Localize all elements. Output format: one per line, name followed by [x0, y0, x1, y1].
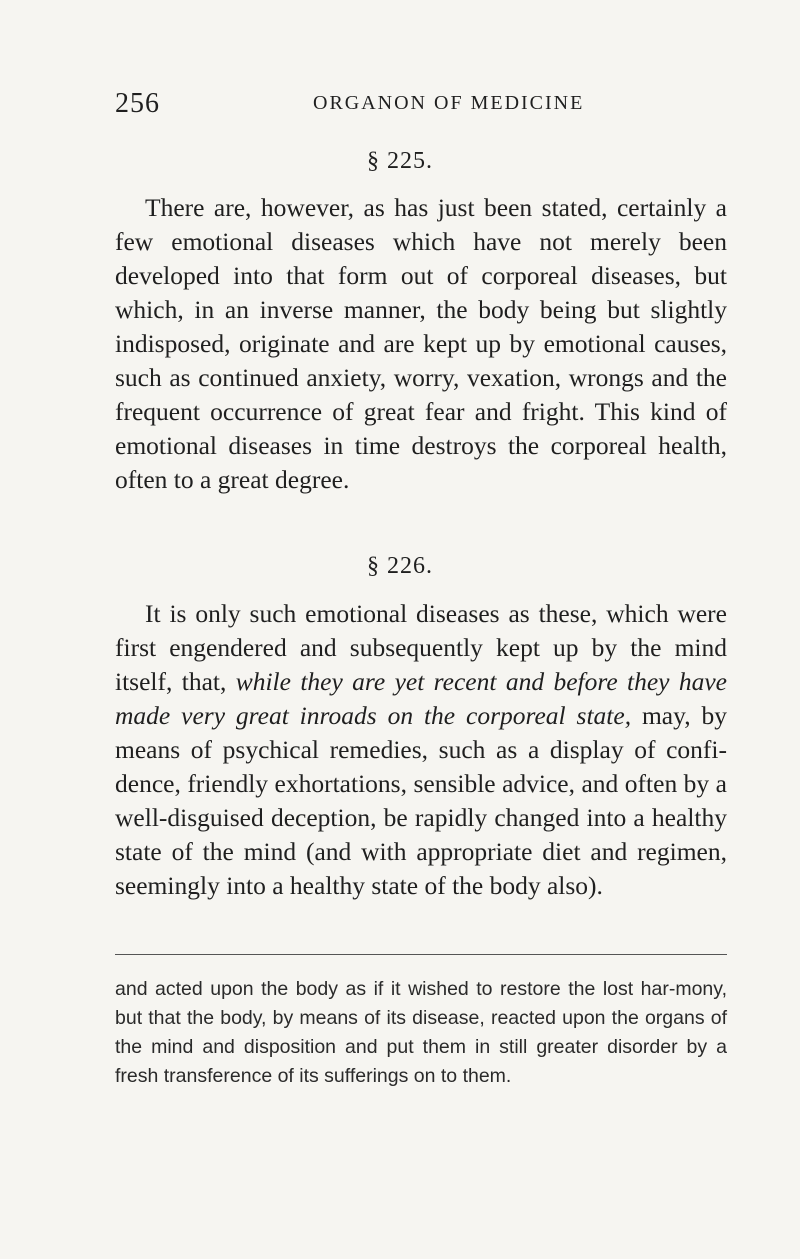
page-number: 256	[115, 88, 160, 119]
section-heading-226: § 226.	[367, 553, 433, 579]
footnote: and acted upon the body as if it wished to restore the lost har-mony, but that the body, by means of its disease, reacted upon the organs of the mind and disposition and put them in still greater disorder by a fresh transference of its sufferings on to them.	[115, 978, 727, 1087]
section-226-paragraph	[115, 597, 727, 903]
footnote-divider	[115, 954, 727, 955]
section-226-italic-text: while they are yet recent and before they have made very great inroads on the corporeal state,	[115, 667, 727, 730]
page-header	[115, 88, 727, 124]
section-heading-225: § 225.	[367, 148, 433, 174]
section-226-text-part1: It is only such emotional diseases as these, which were first engendered and subsequently kept up by the mind itself, that,	[115, 599, 727, 696]
running-title: ORGANON OF MEDICINE	[313, 92, 585, 114]
section-226-text-part2: may, by means of psychical remedies, such as a display of confi-dence, friendly exhortations, sensible advice, and often by a well-disguised deception, be rapidly changed into a healthy state of the mind (and with appropriate diet and regimen, seemingly into a healthy state of the body also).	[115, 701, 727, 900]
section-225-paragraph: There are, however, as has just been stated, certainly a few emotional diseases which have not merely been developed into that form out of corporeal diseases, but which, in an inverse manner, the body being but slightly indisposed, originate and are kept up by emotional causes, such as continued anxiety, worry, vexation, wrongs and the frequent occurrence of great fear and fright. This kind of emotional diseases in time destroys the corporeal health, often to a great degree.	[115, 193, 727, 494]
